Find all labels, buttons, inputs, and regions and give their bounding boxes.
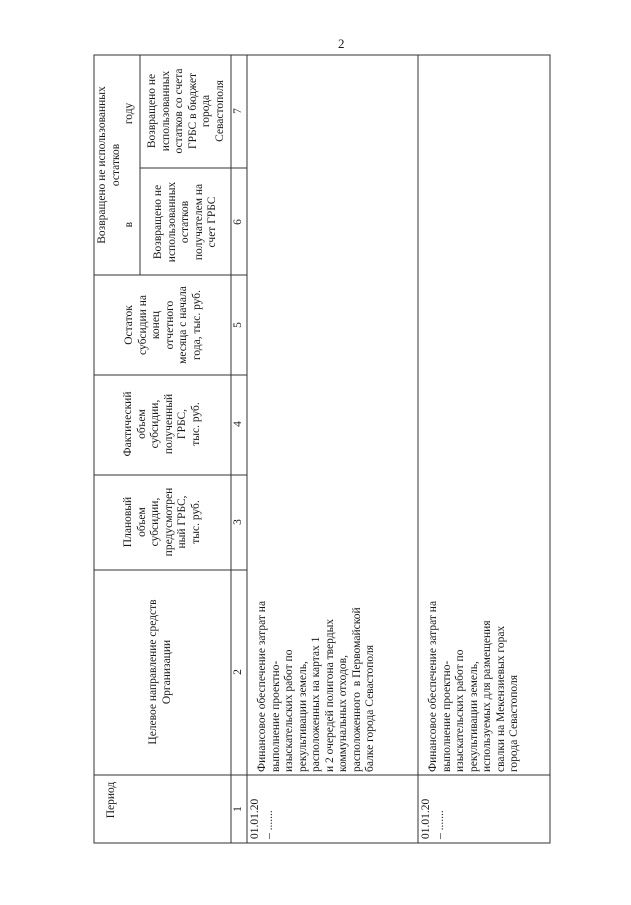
header-actual: Фактический объем субсидии, полученный ГРБС, тыс. руб.: [122, 391, 202, 457]
page-number: 2: [338, 36, 345, 51]
header-planned: Плановый объем субсидии, предусмотрен ный ГРБС, тыс. руб.: [122, 487, 202, 557]
col-number-5: 5: [232, 322, 244, 328]
col-number-4: 4: [232, 421, 244, 427]
header-returned-to-grbs: Возвращено не использованных остатков получателем на счет ГРБС: [152, 181, 218, 263]
row-2-period: 01.01.20 – .......: [420, 798, 446, 839]
header-returned-to-budget: Возвращено не использованных остатков со счета ГРБС в бюджет города Севастополя: [146, 68, 226, 154]
header-purpose: Целевое направление средств Организации: [147, 599, 173, 745]
row-2-purpose: Финансовое обеспечение затрат на выполнение проектно- изыскательских работ по рекультивации земель, используемых для размещения свалки на Мекензиевых горах города Севастополя: [427, 600, 520, 772]
row-1-purpose: Финансовое обеспечение затрат на выполнение проектно- изыскательских работ по рекультивации земель, расположенных на картах 1 и 2 очередей полигона твердых коммунальных отходов, расположенного в Первомайской балке города Севастополя: [256, 600, 376, 772]
col-number-7: 7: [232, 108, 244, 114]
header-returned-group: Возвращено не использованных остатков в году: [96, 86, 135, 244]
col-number-2: 2: [232, 669, 244, 675]
col-number-6: 6: [232, 219, 244, 225]
row-1-period: 01.01.20 – .......: [249, 798, 275, 839]
header-period: Период: [105, 781, 117, 819]
col-number-3: 3: [232, 519, 244, 525]
col-number-1: 1: [232, 806, 244, 812]
header-remainder: Остаток субсидии на конец отчетного месяца с начала года, тыс. руб.: [123, 286, 203, 364]
